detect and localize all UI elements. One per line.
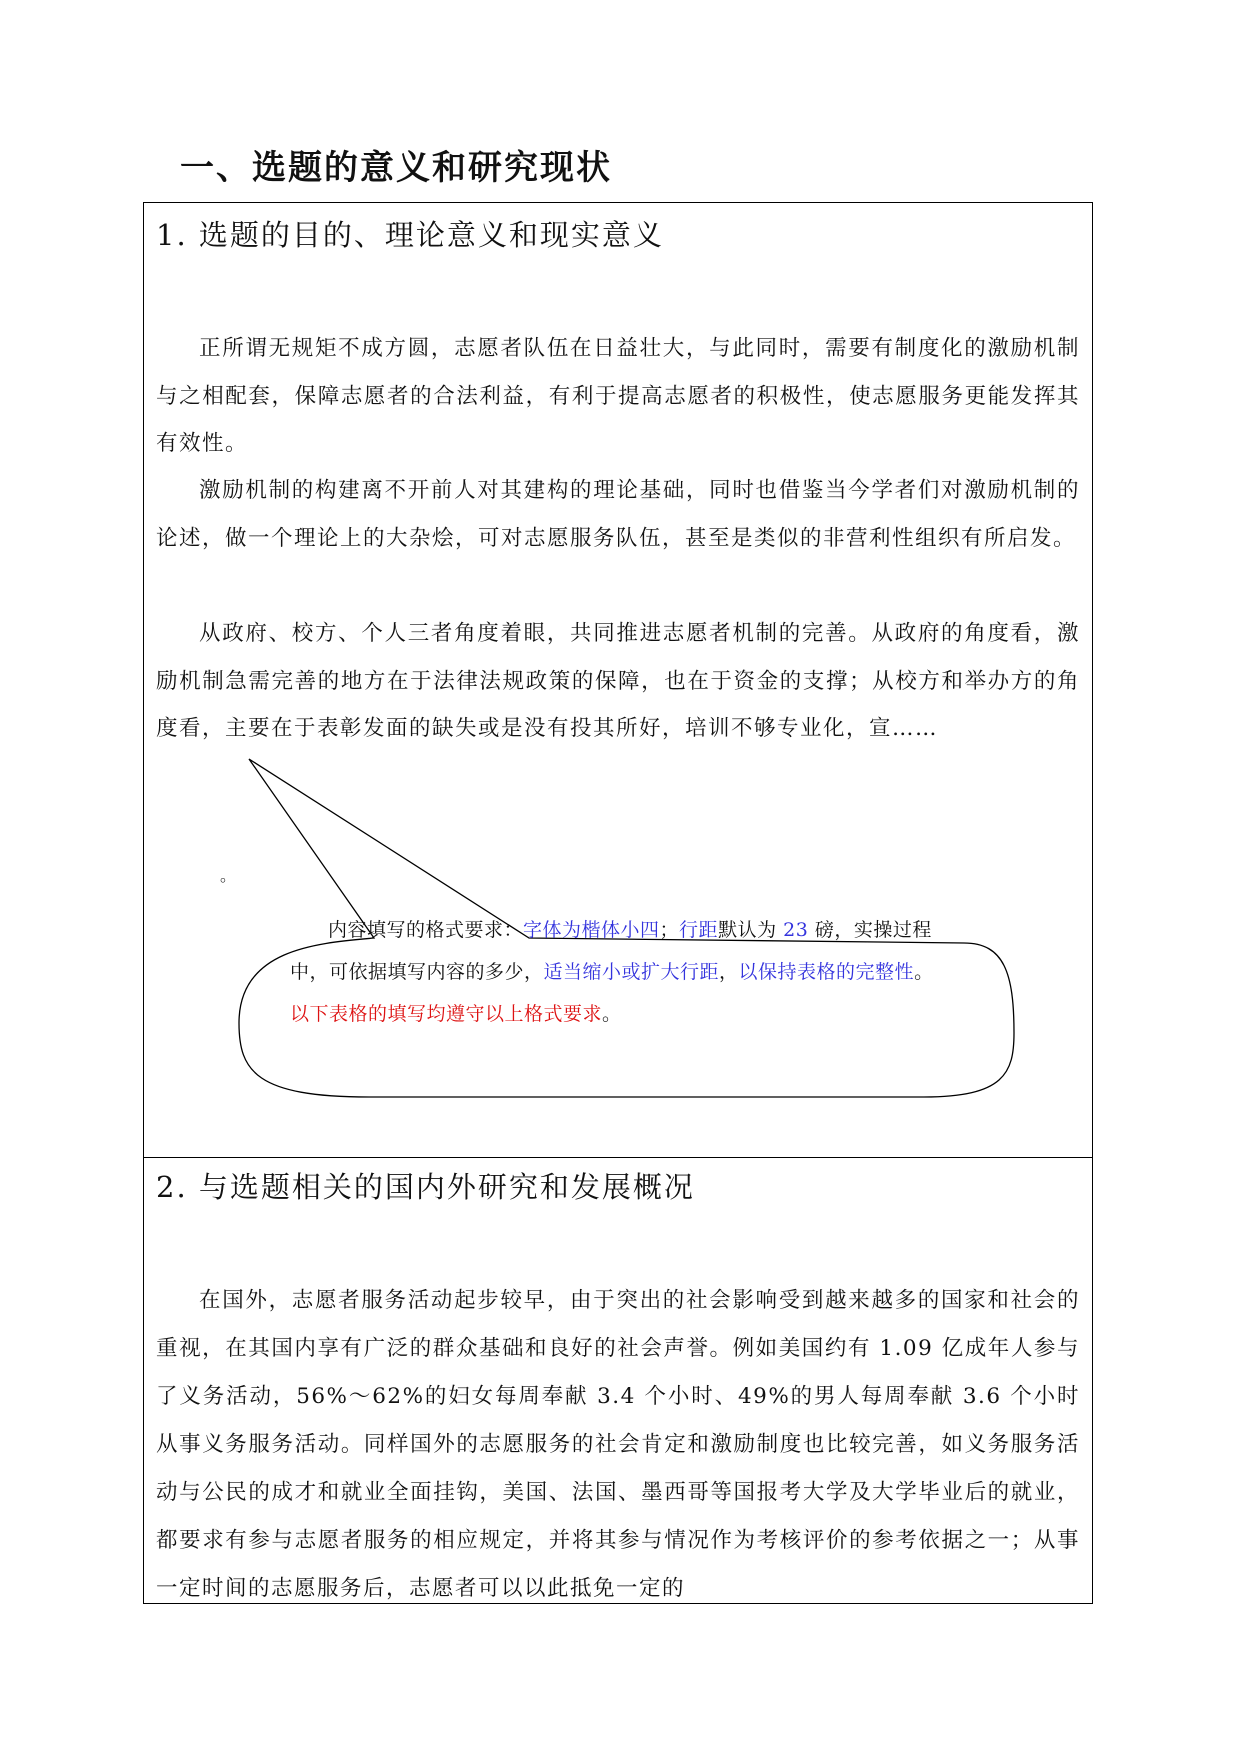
callout-spacing-mid: 默认为 xyxy=(718,919,784,941)
callout-adjust-note: 适当缩小或扩大行距 xyxy=(543,961,720,983)
callout-spacing-value: 23 xyxy=(783,919,809,941)
callout-separator-1: ； xyxy=(659,919,680,941)
section1-paragraph-3: 从政府、校方、个人三者角度着眼，共同推进志愿者机制的完善。从政府的角度看，激励机制急需完善的地方在于法律法规政策的保障，也在于资金的支撑；从校方和举办方的角度看，主要在于表彰发面的缺失或是没有投其所好，培训不够专业化，宣…… xyxy=(156,621,1080,741)
callout-spacing-label: 行距 xyxy=(679,919,719,941)
section1-paragraph-1: 正所谓无规矩不成方圆，志愿者队伍在日益壮大，与此同时，需要有制度化的激励机制与之相配套，保障志愿者的合法利益，有利于提高志愿者的积极性，使志愿服务更能发挥其有效性。 xyxy=(156,336,1080,456)
callout-end: 。 xyxy=(602,1003,622,1025)
callout-keep-note: 以保持表格的完整性 xyxy=(738,961,915,983)
section1-heading: 1. 选题的目的、理论意义和现实意义 xyxy=(156,218,664,252)
proposal-table xyxy=(143,202,1093,1604)
section1-paragraph-2: 激励机制的构建离不开前人对其建构的理论基础，同时也借鉴当今学者们对激励机制的论述，做一个理论上的大杂烩，可对志愿服务队伍，甚至是类似的非营利性组织有所启发。 xyxy=(156,478,1080,551)
page-heading: 一、选题的意义和研究现状 xyxy=(180,148,612,188)
callout-font-requirement: 字体为楷体小四 xyxy=(523,919,660,941)
callout-rule-note: 以下表格的填写均遵守以上格式要求 xyxy=(290,1003,603,1025)
section2-heading: 2. 与选题相关的国内外研究和发展概况 xyxy=(156,1170,695,1204)
callout-format-note xyxy=(290,909,938,1035)
callout-separator-2: ， xyxy=(719,961,739,983)
row-divider xyxy=(144,1157,1092,1158)
callout-spacing-suffix: 磅，实操过程中，可依据填写内容的多少， xyxy=(290,919,932,983)
callout-separator-3: 。 xyxy=(914,961,934,983)
stray-mark: 。 xyxy=(220,866,237,885)
section2-paragraph-1: 在国外，志愿者服务活动起步较早，由于突出的社会影响受到越来越多的国家和社会的重视，在其国内享有广泛的群众基础和良好的社会声誉。例如美国约有 1.09 亿成年人参与了义务活动，56%～62%的妇女每周奉献 3.4 个小时、49%的男人每周奉献 3.6 个小时从事义务服务活动。同样国外的志愿服务的社会肯定和激励制度也比较完善，如义务服务活动与公民的成才和就业全面挂钩，美国、法国、墨西哥等国报考大学及大学毕业后的就业，都要求有参与志愿者服务的相应规定，并将其参与情况作为考核评价的参考依据之一；从事一定时间的志愿服务后，志愿者可以以此抵免一定的 xyxy=(156,1288,1080,1601)
callout-prefix: 内容填写的格式要求： xyxy=(328,919,524,941)
